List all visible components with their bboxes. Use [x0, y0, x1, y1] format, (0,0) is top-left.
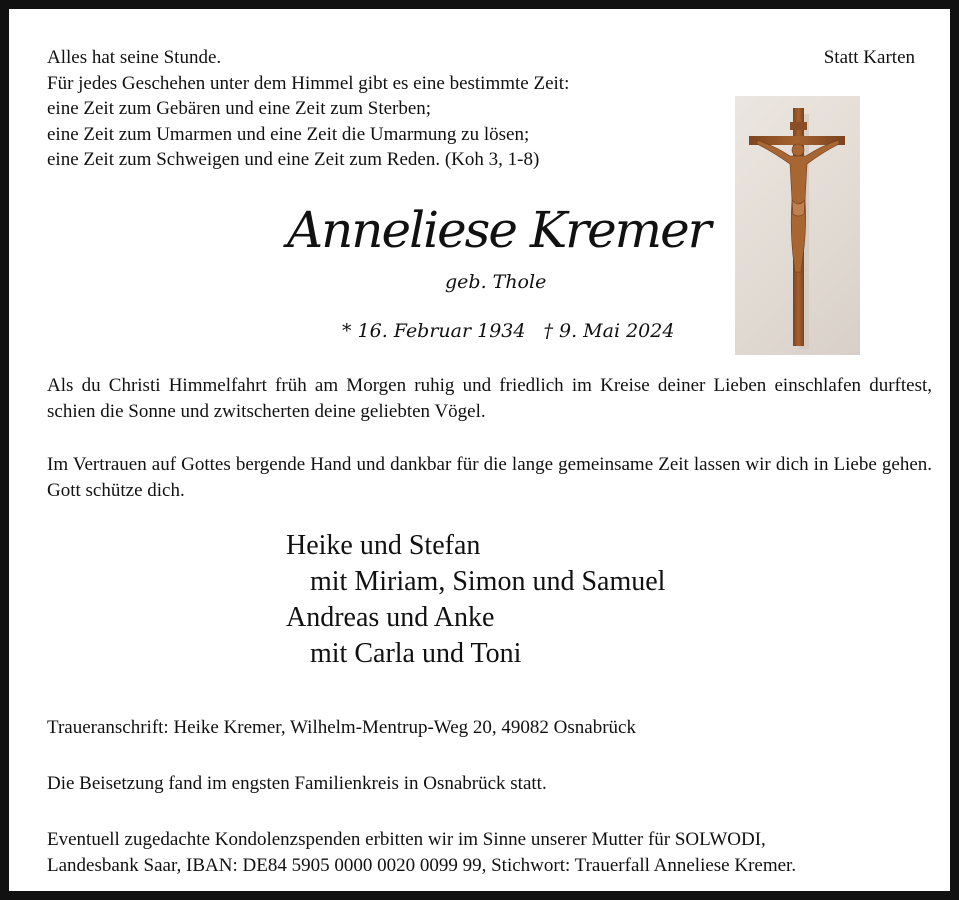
donation-notice — [47, 827, 796, 879]
birth-date: * 16. Februar 1934 — [342, 320, 526, 342]
mourner-line: mit Carla und Toni — [310, 638, 522, 669]
quote-line: Alles hat seine Stunde. — [47, 47, 222, 68]
paragraph: Im Vertrauen auf Gottes bergende Hand und dankbar für die lange gemeinsame Zeit lassen wir dich in Liebe gehen. Gott schütze dich. — [47, 454, 932, 501]
donation-line: Landesbank Saar, IBAN: DE84 5905 0000 0020 0099 99, Stichwort: Trauerfall Anneliese Kremer. — [47, 855, 797, 876]
donation-line: Eventuell zugedachte Kondolenzspenden erbitten wir im Sinne unserer Mutter für SOLWODI, — [47, 829, 766, 850]
life-dates — [342, 320, 692, 342]
quote-line: eine Zeit zum Schweigen und eine Zeit zum Reden. (Koh 3, 1-8) — [47, 149, 540, 170]
bible-quote — [47, 45, 569, 173]
mourner-line: Andreas und Anke — [286, 602, 495, 633]
death-date: † 9. Mai 2024 — [543, 320, 675, 342]
mourner-line: Heike und Stefan — [286, 530, 481, 561]
quote-line: eine Zeit zum Gebären und eine Zeit zum Sterben; — [47, 98, 432, 119]
quote-line: Für jedes Geschehen unter dem Himmel gibt es eine bestimmte Zeit: — [47, 72, 570, 94]
mourning-address: Traueranschrift: Heike Kremer, Wilhelm-Mentrup-Weg 20, 49082 Osnabrück — [47, 717, 636, 738]
statt-karten-label: Statt Karten — [823, 47, 915, 68]
paragraph: Als du Christi Himmelfahrt früh am Morgen ruhig und friedlich im Kreise deiner Lieben einschlafen durftest, schien die Sonne und zwitscherten deine geliebten Vögel. — [47, 375, 932, 422]
crucifix-icon — [735, 96, 860, 355]
quote-line: eine Zeit zum Umarmen und eine Zeit die Umarmung zu lösen; — [47, 123, 530, 145]
mourner-line: mit Miriam, Simon und Samuel — [310, 566, 666, 597]
burial-notice: Die Beisetzung fand im engsten Familienkreis in Osnabrück statt. — [47, 773, 547, 794]
mourners-list — [286, 528, 665, 672]
birth-name: geb. Thole — [445, 271, 547, 293]
crucifix-photo — [735, 96, 860, 355]
deceased-name: Anneliese Kremer — [287, 201, 710, 259]
